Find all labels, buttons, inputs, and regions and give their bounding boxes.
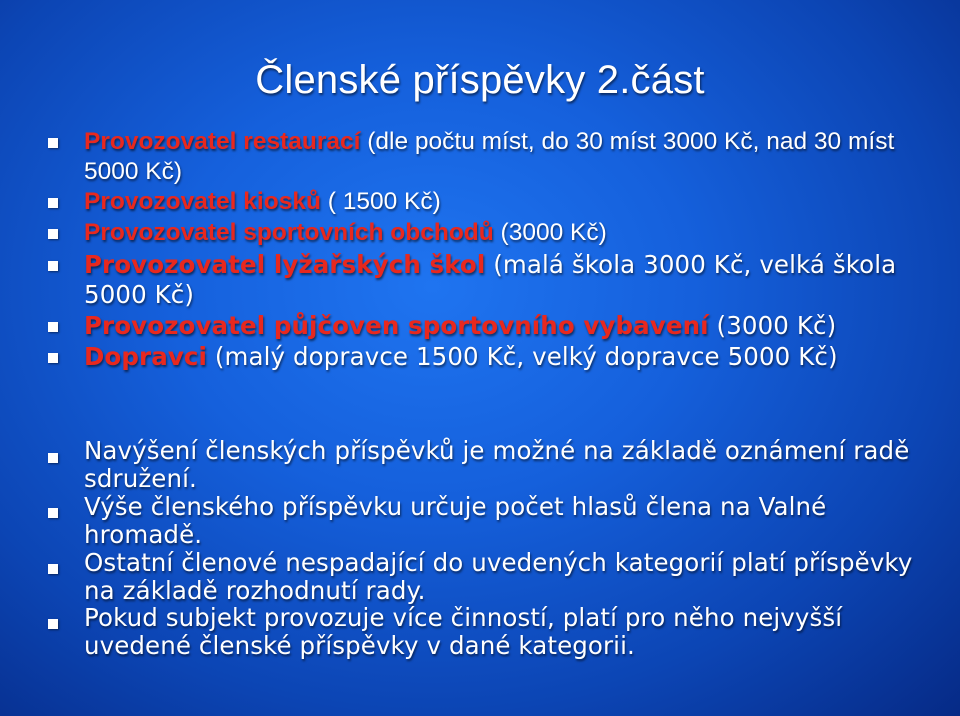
category-detail: (dle počtu míst, do 30 míst 3000 Kč, nad 30 míst 5000 Kč) (84, 128, 895, 185)
list-item (84, 187, 914, 217)
list-item (84, 250, 914, 310)
bullet-icon (48, 619, 58, 629)
list-item (84, 127, 914, 187)
category-label: Provozovatel půjčoven sportovního vybavení (84, 311, 709, 340)
bullet-icon (48, 322, 58, 332)
category-label: Provozovatel kiosků (84, 188, 321, 215)
category-label: Dopravci (84, 342, 208, 371)
category-label: Provozovatel sportovních obchodů (84, 219, 494, 246)
category-detail: (3000 Kč) (708, 311, 837, 340)
list-item (84, 342, 914, 372)
category-label: Provozovatel restaurací (84, 128, 361, 155)
bullet-icon (48, 261, 58, 271)
note-item: Pokud subjekt provozuje více činností, platí pro něho nejvyšší uvedené členské příspěvky v dané kategorii. (84, 603, 843, 660)
bullet-icon (48, 508, 58, 518)
list-item (84, 311, 914, 341)
bullet-icon (48, 453, 58, 463)
category-detail: (3000 Kč) (493, 219, 607, 246)
category-detail: (malý dopravce 1500 Kč, velký dopravce 5000 Kč) (207, 342, 838, 371)
bullet-icon (48, 353, 58, 363)
category-detail: (malá škola 3000 Kč, velká škola 5000 Kč) (84, 250, 897, 309)
bullet-icon (48, 229, 58, 239)
bullet-icon (48, 138, 58, 148)
bullet-icon (48, 198, 58, 208)
slide-title: Členské příspěvky 2.část (255, 58, 705, 102)
note-item: Výše členského příspěvku určuje počet hlasů člena na Valné hromadě. (84, 492, 827, 549)
category-label: Provozovatel lyžařských škol (84, 250, 486, 279)
category-detail: ( 1500 Kč) (320, 188, 441, 215)
list-item (84, 218, 914, 248)
note-item: Ostatní členové nespadající do uvedených kategorií platí příspěvky na základě rozhodnutí rady. (84, 548, 913, 605)
bullet-icon (48, 564, 58, 574)
note-item: Navýšení členských příspěvků je možné na základě oznámení radě sdružení. (84, 436, 910, 493)
